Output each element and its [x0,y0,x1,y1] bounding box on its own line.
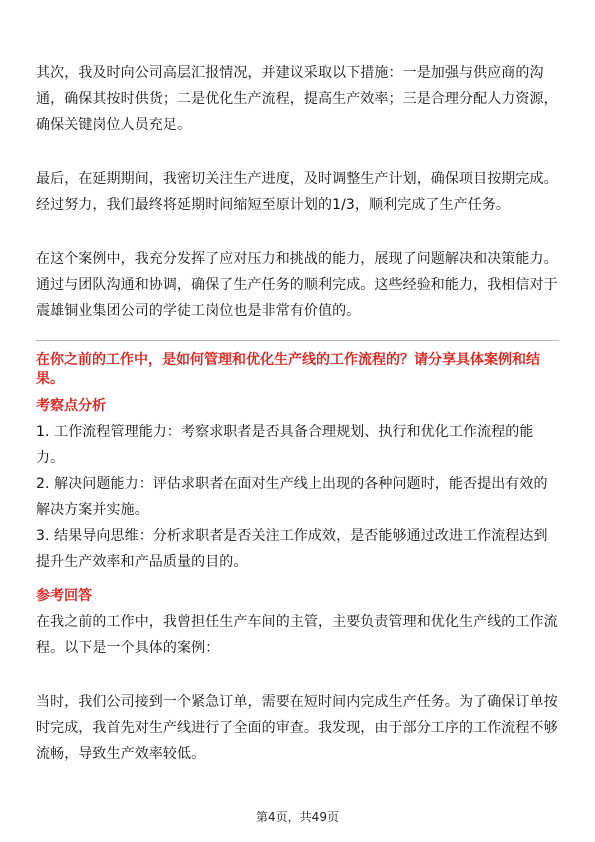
interview-question: 在你之前的工作中，是如何管理和优化生产线的工作流程的？请分享具体案例和结果。 [36,352,540,387]
answer-title: 参考回答 [36,588,92,604]
answer-paragraph-intro: 在我之前的工作中，我曾担任生产车间的主管，主要负责管理和优化生产线的工作流程。以下是一个具体的案例： [36,614,558,656]
paragraph-measures: 其次，我及时向公司高层汇报情况，并建议采取以下措施：一是加强与供应商的沟通，确保其按时供货；二是优化生产流程，提高生产效率；三是合理分配人力资源，确保关键岗位人员充足。 [36,65,558,133]
analysis-item-1: 1. 工作流程管理能力：考察求职者是否具备合理规划、执行和优化工作流程的能力。 [36,424,534,466]
analysis-item-3: 3. 结果导向思维：分析求职者是否关注工作成效，是否能够通过改进工作流程达到提升生产效率和产品质量的目的。 [36,528,548,570]
page-number: 第4页，共49页 [256,810,339,824]
paragraph-summary: 在这个案例中，我充分发挥了应对压力和挑战的能力，展现了问题解决和决策能力。通过与团队沟通和协调，确保了生产任务的顺利完成。这些经验和能力，我相信对于震雄铜业集团公司的学徒工岗位也是非常有价值的。 [36,251,558,319]
analysis-item-2: 2. 解决问题能力：评估求职者在面对生产线上出现的各种问题时，能否提出有效的解决方案并实施。 [36,476,548,518]
document-body [36,60,559,767]
answer-paragraph-case: 当时，我们公司接到一个紧急订单，需要在短时间内完成生产任务。为了确保订单按时完成，我首先对生产线进行了全面的审查。我发现，由于部分工序的工作流程不够流畅，导致生产效率较低。 [36,694,558,762]
analysis-title: 考察点分析 [36,398,106,414]
section-divider [36,340,559,341]
paragraph-final: 最后，在延期期间，我密切关注生产进度，及时调整生产计划，确保项目按期完成。经过努力，我们最终将延期时间缩短至原计划的1/3，顺利完成了生产任务。 [36,171,558,213]
